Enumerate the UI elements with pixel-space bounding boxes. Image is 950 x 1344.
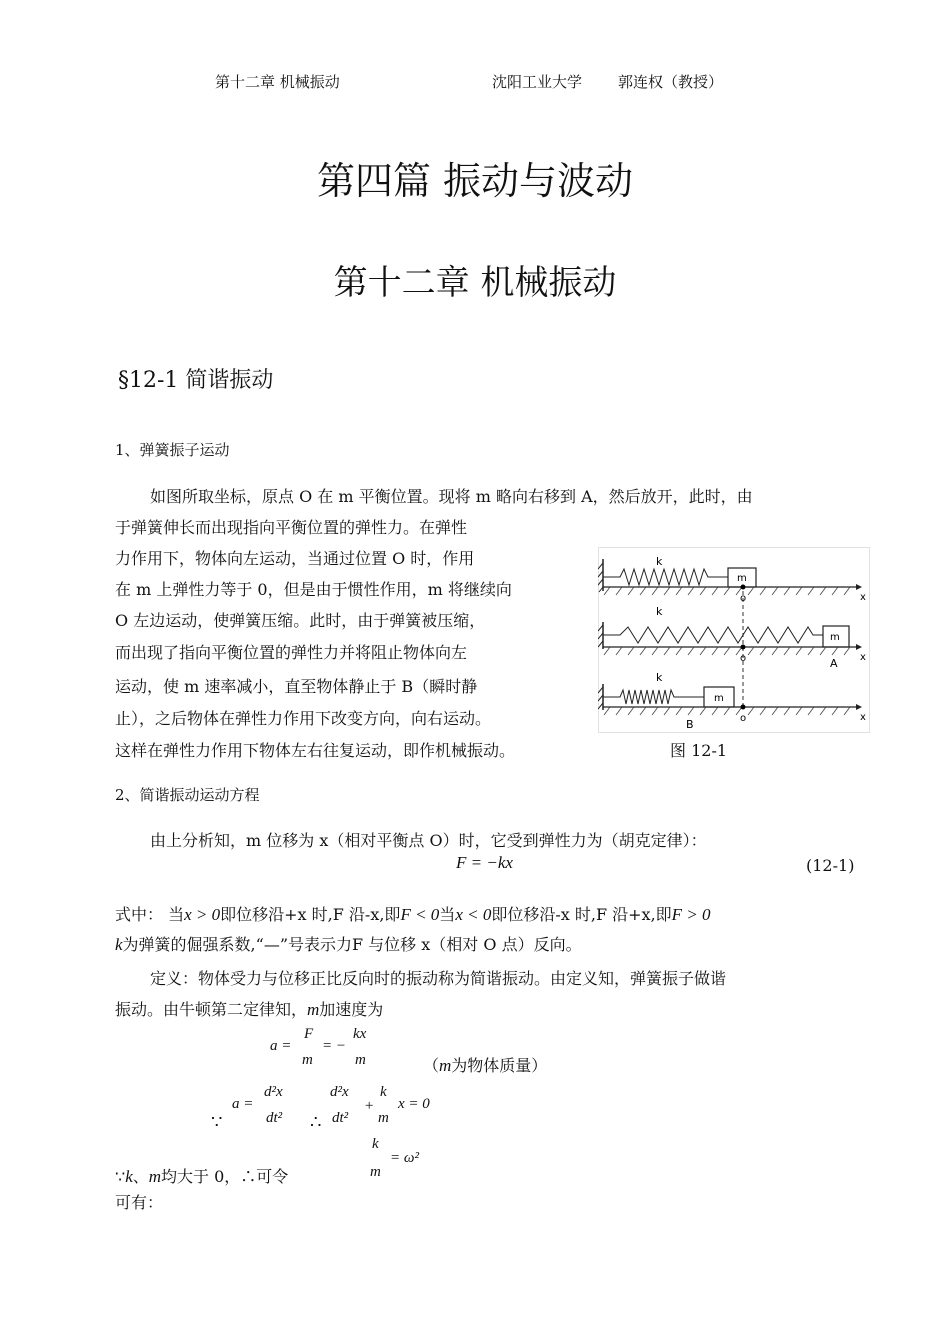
axis-arrow-3 — [856, 704, 862, 710]
acc-frac1-den: m — [302, 1052, 313, 1068]
paragraph-line: 这样在弹性力作用下物体左右往复运动，即作机械振动。 — [115, 741, 516, 760]
ground-hatch-1 — [604, 587, 850, 595]
acc-frac1-num: F — [304, 1026, 314, 1042]
symbol-m: m — [148, 1167, 162, 1186]
omega-k: k — [372, 1136, 379, 1152]
acc-frac2-den: m — [355, 1052, 366, 1068]
origin-label-3: o — [740, 713, 747, 724]
paragraph-line: 如图所取坐标，原点 O 在 m 平衡位置。现将 m 略向右移到 A，然后放开，此时，由 — [150, 487, 753, 506]
because-symbol: ∵ — [211, 1112, 223, 1133]
cond-f-negative: F < 0 — [400, 905, 440, 924]
header-chapter: 第十二章 机械振动 — [215, 73, 340, 91]
axis-arrow-1 — [856, 584, 862, 590]
note-line-1 — [115, 902, 711, 925]
header-affiliation: 沈阳工业大学 — [492, 73, 583, 91]
ode-m: m — [378, 1110, 389, 1126]
d2-den: dt² — [266, 1110, 283, 1126]
origin-dot-1 — [741, 585, 746, 590]
ground-hatch-2 — [604, 647, 850, 655]
cond-f-positive: F > 0 — [671, 905, 711, 924]
origin-dot-2 — [741, 645, 746, 650]
axis-label-2: x — [860, 652, 866, 663]
note-text: 即位移沿-x 时,F 沿+x,即 — [491, 905, 672, 924]
ode-num: d²x — [330, 1084, 349, 1100]
ode-plus: + — [364, 1098, 375, 1114]
origin-label-1: o — [740, 593, 747, 604]
spring-2 — [603, 627, 823, 643]
point-a-label: A — [830, 657, 838, 670]
origin-dot-3 — [741, 705, 746, 710]
mass-note — [423, 1053, 547, 1076]
paragraph-line: 力作用下，物体向左运动，当通过位置 O 时，作用 — [115, 549, 475, 568]
separator: 、 — [132, 1167, 149, 1186]
note-prefix: 式中： 当 — [115, 905, 185, 924]
acc-mid: = − — [322, 1038, 346, 1054]
def-text: 加速度为 — [319, 1000, 384, 1019]
section-title: §12-1 简谐振动 — [118, 368, 274, 393]
paragraph-line: 在 m 上弹性力等于 0，但是由于惯性作用，m 将继续向 — [115, 580, 512, 599]
spring-3 — [603, 690, 704, 704]
equation-number: (12-1) — [806, 856, 855, 875]
spring-label-3: k — [656, 671, 663, 684]
symbol-k: k — [115, 935, 123, 954]
paragraph-line: 于弹簧伸长而出现指向平衡位置的弹性力。在弹性 — [115, 518, 468, 537]
symbol-m: m — [439, 1056, 452, 1075]
mass-label-3: m — [714, 693, 724, 704]
acc-lhs: a = — [270, 1038, 292, 1054]
note-text: 为物体质量） — [451, 1056, 548, 1075]
symbol-k: k — [125, 1167, 133, 1186]
therefore-symbol: ∴ — [310, 1112, 322, 1133]
positivity-line — [115, 1164, 288, 1187]
def-text: 振动。由牛顿第二定律知， — [115, 1000, 308, 1019]
chapter-title: 第十二章 机械振动 — [333, 263, 617, 303]
spring-1 — [603, 569, 728, 585]
paragraph-line: 运动，使 m 速率减小，直至物体静止于 B（瞬时静 — [115, 677, 478, 696]
mass-label-2: m — [830, 632, 840, 643]
cond-x-positive: x > 0 — [184, 905, 221, 924]
ode-k: k — [380, 1084, 387, 1100]
point-b-label: B — [686, 718, 694, 731]
note-text: 为弹簧的倔强系数,“—”号表示力F 与位移 x（相对 O 点）反向。 — [122, 935, 582, 954]
ode-tail: x = 0 — [398, 1096, 430, 1112]
note-paren: （ — [423, 1056, 440, 1075]
d2-num: d²x — [264, 1084, 283, 1100]
ode-den: dt² — [332, 1110, 349, 1126]
axis-arrow-2 — [856, 644, 862, 650]
equation-hooke: F = −kx — [456, 853, 513, 872]
spring-label-1: k — [656, 555, 663, 568]
spring-oscillator-figure — [598, 547, 870, 733]
ground-hatch-3 — [604, 707, 850, 715]
subheading-shm-equation: 2、简谐振动运动方程 — [115, 786, 260, 804]
note-line-2 — [115, 932, 582, 955]
mass-label-1: m — [737, 573, 747, 584]
closing-line: 可有： — [115, 1193, 164, 1212]
header-author: 郭连权（教授） — [618, 73, 724, 91]
spring-label-2: k — [656, 605, 663, 618]
paragraph-line: 由上分析知，m 位移为 x（相对平衡点 O）时，它受到弹性力为（胡克定律）： — [150, 831, 707, 850]
omega-m: m — [370, 1164, 381, 1180]
origin-label-2: o — [740, 653, 747, 664]
omega-rhs: = ω² — [390, 1150, 419, 1166]
definition-line-1: 定义：物体受力与位移正比反向时的振动称为简谐振动。由定义知，弹簧振子做谐 — [150, 969, 727, 988]
paragraph-line: 而出现了指向平衡位置的弹性力并将阻止物体向左 — [115, 643, 468, 662]
axis-label-3: x — [860, 712, 866, 723]
acc-frac2-num: kx — [353, 1026, 367, 1042]
symbol-m: m — [307, 1000, 320, 1019]
cond-x-negative: x < 0 — [455, 905, 492, 924]
subheading-spring-oscillator: 1、弹簧振子运动 — [115, 441, 230, 459]
positivity-text: 均大于 0，∴可令 — [161, 1167, 289, 1186]
definition-line-2 — [115, 997, 383, 1020]
note-text: 即位移沿+x 时,F 沿-x,即 — [220, 905, 401, 924]
part-title: 第四篇 振动与波动 — [316, 159, 634, 203]
axis-label-1: x — [860, 592, 866, 603]
figure-caption: 图 12-1 — [670, 741, 728, 760]
note-text: 当 — [439, 905, 456, 924]
because-symbol: ∵ — [115, 1167, 126, 1186]
paragraph-line: O 左边运动，使弹簧压缩。此时，由于弹簧被压缩， — [115, 611, 486, 630]
paragraph-line: 止），之后物体在弹性力作用下改变方向，向右运动。 — [115, 709, 492, 728]
d2-lhs: a = — [232, 1096, 254, 1112]
